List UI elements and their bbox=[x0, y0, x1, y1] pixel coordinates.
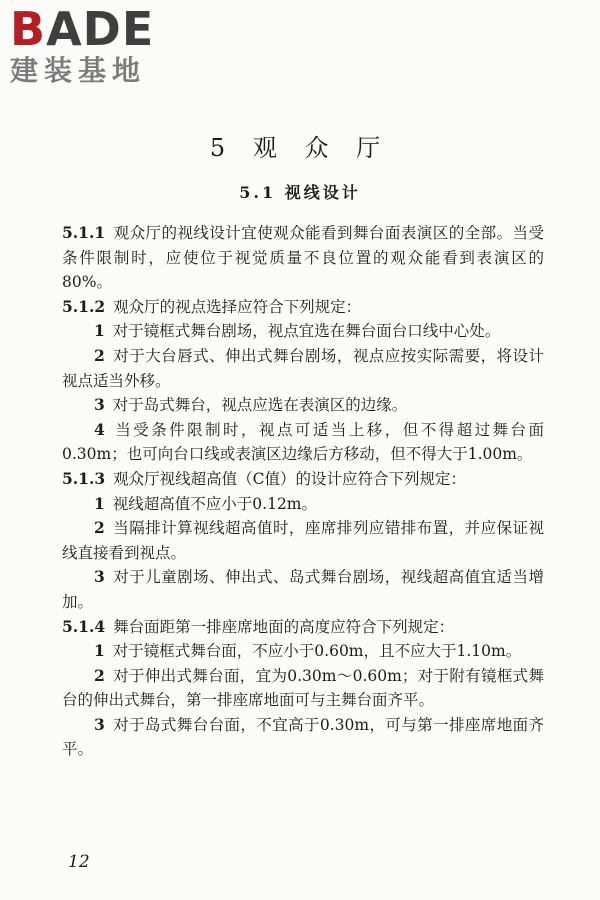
clause-item bbox=[62, 492, 544, 517]
item-number: 3 bbox=[94, 395, 105, 415]
clause-text: 视线超高值不应小于0.12m。 bbox=[112, 494, 318, 513]
clause-paragraph bbox=[62, 221, 544, 295]
clause-text: 观众厅视线超高值（C值）的设计应符合下列规定： bbox=[113, 469, 467, 488]
logo-wordmark: BADE bbox=[10, 2, 155, 56]
clause-paragraph bbox=[62, 295, 544, 320]
clause-text: 对于大台唇式、伸出式舞台剧场，视点应按实际需要，将设计视点适当外移。 bbox=[62, 346, 544, 390]
clause-text: 对于镜框式舞台面，不应小于0.60m，且不应大于1.10m。 bbox=[112, 642, 522, 661]
clause-text: 对于镜框式舞台剧场，视点宜选在舞台面台口线中心处。 bbox=[112, 322, 501, 341]
page-number: 12 bbox=[68, 852, 90, 872]
clause-text: 对于儿童剧场、伸出式、岛式舞台剧场，视线超高值宜适当增加。 bbox=[62, 568, 544, 611]
clause-item bbox=[62, 344, 544, 393]
item-number: 3 bbox=[94, 567, 105, 587]
document-body bbox=[62, 221, 544, 762]
clause-item bbox=[62, 664, 544, 713]
logo-subtitle: 建装基地 bbox=[10, 54, 147, 87]
item-number: 3 bbox=[94, 714, 105, 734]
clause-text: 当隔排计算视线超高值时，座席排列应错排布置，并应保证视线直接看到视点。 bbox=[62, 519, 544, 562]
clause-item bbox=[62, 565, 544, 614]
clause-text: 舞台面距第一排座席地面的高度应符合下列规定： bbox=[113, 617, 455, 636]
clause-text: 对于岛式舞台，视点应选在表演区的边缘。 bbox=[112, 396, 408, 415]
item-number: 4 bbox=[94, 419, 105, 439]
item-number: 2 bbox=[94, 518, 105, 538]
clause-number: 5.1.2 bbox=[62, 296, 106, 316]
clause-number: 5.1.3 bbox=[62, 468, 106, 488]
clause-text: 当受条件限制时，视点可适当上移，但不得超过舞台面0.30m；也可向台口线或表演区边缘后方移动，但不得大于1.00m。 bbox=[62, 420, 544, 464]
chapter-title: 5 观 众 厅 bbox=[209, 134, 391, 162]
item-number: 2 bbox=[94, 665, 105, 685]
item-number: 1 bbox=[94, 321, 105, 341]
clause-text: 对于岛式舞台台面，不宜高于0.30m，可与第一排座席地面齐平。 bbox=[62, 715, 544, 759]
item-number: 2 bbox=[94, 345, 105, 365]
clause-item bbox=[62, 418, 544, 467]
clause-item bbox=[62, 393, 544, 418]
section-title: 5.1 视线设计 bbox=[239, 183, 361, 202]
clause-paragraph bbox=[62, 467, 544, 492]
clause-text: 观众厅的视线设计宜使观众能看到舞台面表演区的全部。当受条件限制时，应使位于视觉质量不良位置的观众能看到表演区的80%。 bbox=[62, 224, 544, 292]
logo bbox=[10, 4, 154, 88]
clause-item bbox=[62, 713, 544, 762]
clause-item bbox=[62, 516, 544, 565]
clause-text: 对于伸出式舞台面，宜为0.30m～0.60m；对于附有镜框式舞台的伸出式舞台，第一排座席地面可与主舞台面齐平。 bbox=[62, 666, 544, 710]
item-number: 1 bbox=[94, 641, 105, 661]
clause-number: 5.1.4 bbox=[62, 616, 106, 636]
clause-item bbox=[62, 319, 544, 344]
clause-number: 5.1.1 bbox=[62, 223, 106, 242]
clause-item bbox=[62, 639, 544, 664]
clause-paragraph bbox=[62, 615, 544, 640]
clause-text: 观众厅的视点选择应符合下列规定： bbox=[113, 297, 362, 316]
item-number: 1 bbox=[94, 493, 105, 513]
